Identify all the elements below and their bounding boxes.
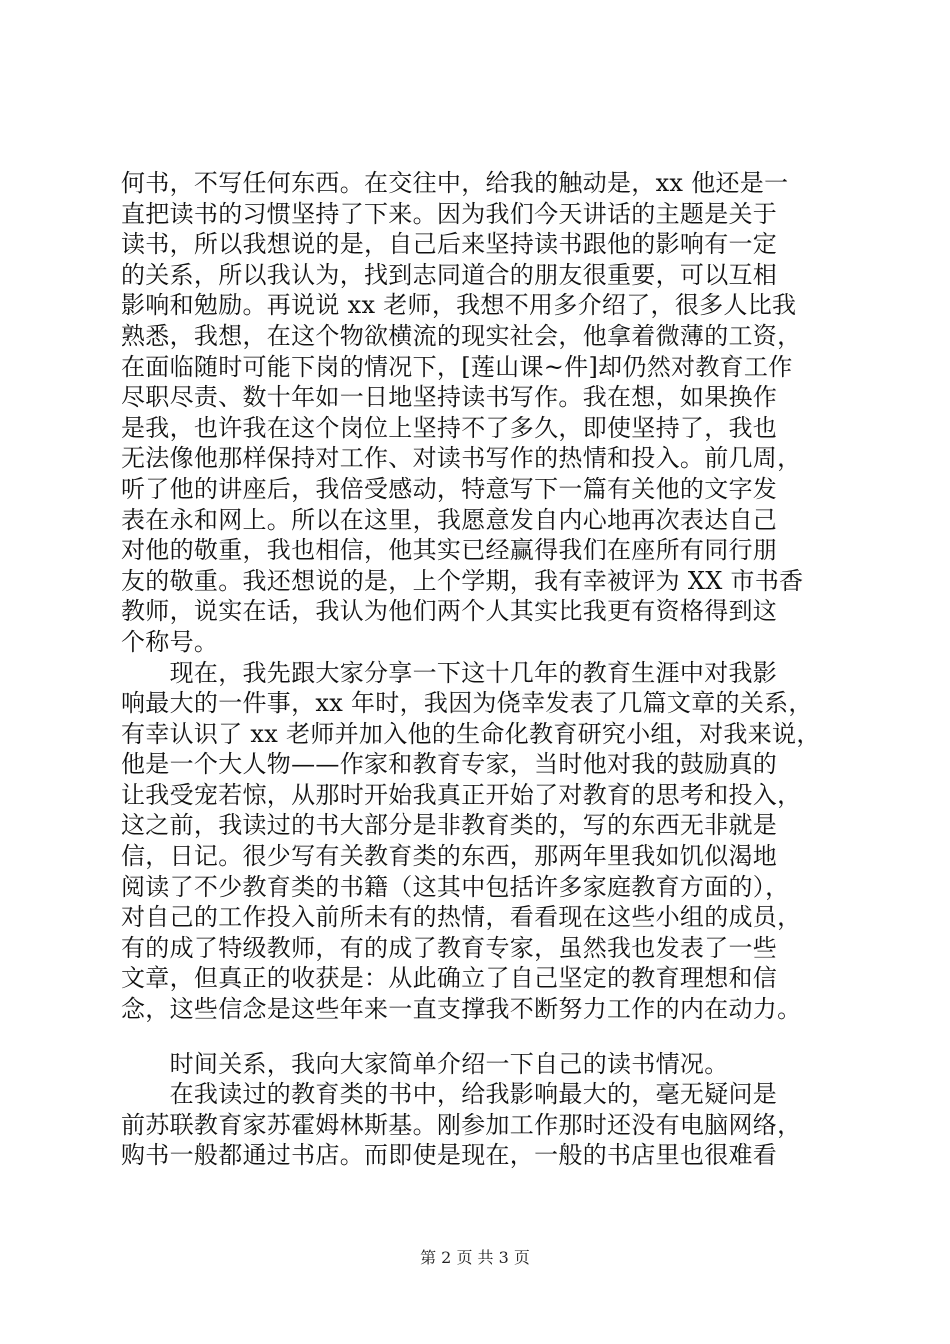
- text-line: 文章，但真正的收获是：从此确立了自己坚定的教育理想和信: [121, 964, 778, 993]
- paragraph-gap: [121, 1025, 841, 1049]
- body-text: [121, 168, 841, 1171]
- text-line: 念，这些信念是这些年来一直支撑我不断努力工作的内在动力。: [121, 995, 802, 1024]
- text-line: 无法像他那样保持对工作、对读书写作的热情和投入。前几周，: [121, 444, 802, 473]
- text-line: 读书，所以我想说的是，自己后来坚持读书跟他的影响有一定: [121, 230, 778, 259]
- text-line: 在我读过的教育类的书中，给我影响最大的，毫无疑问是: [121, 1080, 778, 1109]
- text-line: 阅读了不少教育类的书籍（这其中包括许多家庭教育方面的），: [121, 872, 790, 901]
- text-line: 信，日记。很少写有关教育类的东西，那两年里我如饥似渴地: [121, 842, 778, 871]
- text-line: 熟悉，我想，在这个物欲横流的现实社会，他拿着微薄的工资，: [121, 321, 802, 350]
- text-line: 影响和勉励。再说说 xx 老师，我想不用多介绍了，很多人比我: [121, 291, 797, 320]
- page-footer: 第 2 页 共 3 页: [420, 1248, 530, 1267]
- text-line: 友的敬重。我还想说的是，上个学期，我有幸被评为 XX 市书香: [121, 566, 804, 595]
- text-line: 有幸认识了 xx 老师并加入他的生命化教育研究小组，对我来说，: [121, 719, 821, 748]
- text-line: 购书一般都通过书店。而即使是现在，一般的书店里也很难看: [121, 1141, 778, 1170]
- text-line: 对他的敬重，我也相信，他其实已经赢得我们在座所有同行朋: [121, 536, 778, 565]
- text-line: 直把读书的习惯坚持了下来。因为我们今天讲话的主题是关于: [121, 199, 778, 228]
- text-line: 让我受宠若惊，从那时开始我真正开始了对教育的思考和投入，: [121, 780, 802, 809]
- text-line: 对自己的工作投入前所未有的热情，看看现在这些小组的成员，: [121, 903, 802, 932]
- text-line: 在面临随时可能下岗的情况下，[莲山课~件]却仍然对教育工作: [121, 352, 793, 381]
- text-line: 听了他的讲座后，我倍受感动，特意写下一篇有关他的文字发: [121, 474, 778, 503]
- text-line: 教师，说实在话，我认为他们两个人其实比我更有资格得到这: [121, 597, 778, 626]
- paragraph-group-1: [121, 168, 841, 1025]
- paragraph-group-2: [121, 1049, 841, 1171]
- text-line: 是我，也许我在这个岗位上坚持不了多久，即使坚持了，我也: [121, 413, 778, 442]
- text-line: 他是一个大人物——作家和教育专家，当时他对我的鼓励真的: [121, 750, 778, 779]
- text-line: 现在，我先跟大家分享一下这十几年的教育生涯中对我影: [121, 658, 778, 687]
- text-line: 有的成了特级教师，有的成了教育专家，虽然我也发表了一些: [121, 933, 778, 962]
- text-line: 时间关系，我向大家简单介绍一下自己的读书情况。: [121, 1049, 729, 1078]
- text-line: 这之前，我读过的书大部分是非教育类的，写的东西无非就是: [121, 811, 778, 840]
- text-line: 何书，不写任何东西。在交往中，给我的触动是，xx 他还是一: [121, 169, 789, 197]
- text-line: 尽职尽责、数十年如一日地坚持读书写作。我在想，如果换作: [121, 383, 778, 412]
- text-line: 表在永和网上。所以在这里，我愿意发自内心地再次表达自己: [121, 505, 778, 534]
- text-line: 前苏联教育家苏霍姆林斯基。刚参加工作那时还没有电脑网络，: [121, 1110, 802, 1139]
- text-line: 响最大的一件事，xx 年时，我因为侥幸发表了几篇文章的关系，: [121, 689, 813, 718]
- text-line: 的关系，所以我认为，找到志同道合的朋友很重要，可以互相: [121, 260, 778, 289]
- text-line: 个称号。: [121, 627, 219, 656]
